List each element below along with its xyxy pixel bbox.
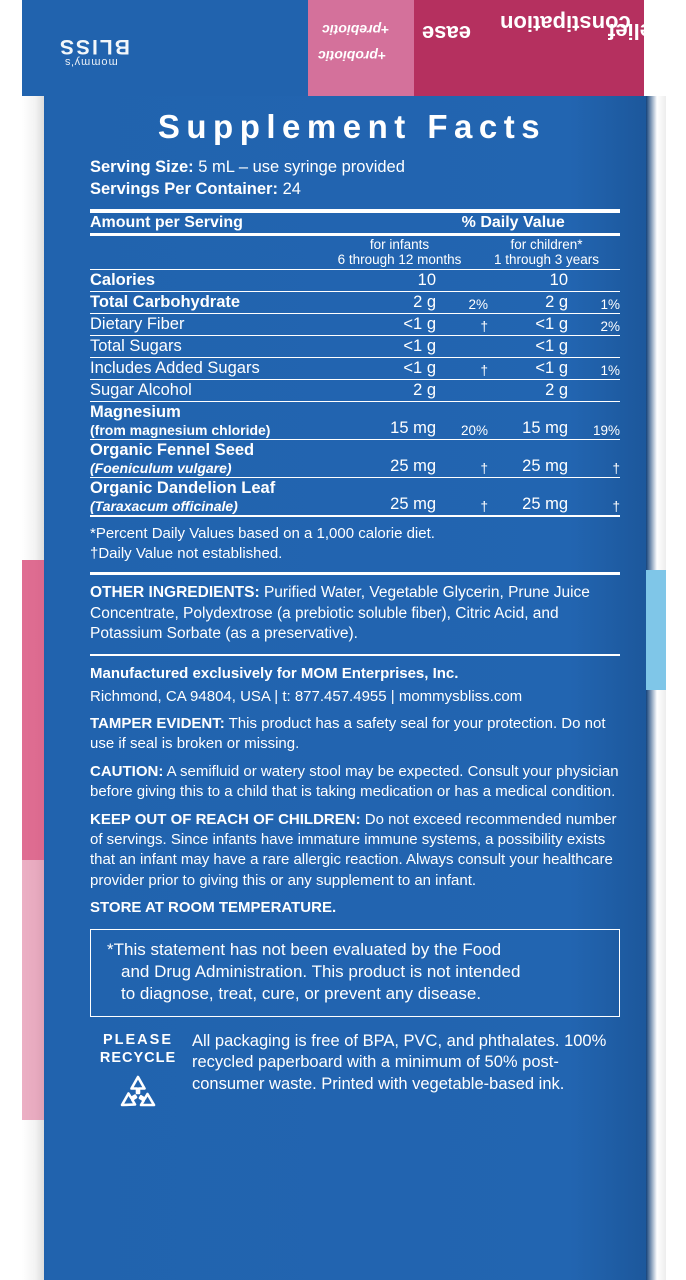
recycle-text: All packaging is free of BPA, PVC, and phthalates. 100% recycled paperboard with a minimum of 50% post-consumer waste. Printed with vegetable-based ink. <box>192 1031 607 1093</box>
disclaimer-line-3: to diagnose, treat, cure, or prevent any disease. <box>121 984 482 1004</box>
servings-per-container-line <box>90 178 620 200</box>
nutrient-name: Total Carbohydrate <box>90 291 358 313</box>
amount-infants: 25 mg <box>390 494 436 513</box>
supplement-facts-table <box>90 213 620 233</box>
flap-segment-white <box>644 0 666 96</box>
disclaimer-line-1: *This statement has not been evaluated by the Food <box>107 939 502 959</box>
recycle-icon <box>90 1073 186 1118</box>
table-row <box>90 313 620 335</box>
footnotes <box>90 524 620 563</box>
divider-under-body <box>90 515 620 518</box>
recycle-label-group <box>90 1031 186 1118</box>
footnote-dagger: †Daily Value not established. <box>90 544 283 562</box>
supplement-facts-subheader <box>90 236 620 269</box>
nutrient-name: Magnesium (from magnesium chloride) <box>90 401 358 439</box>
keepout-text: Do not exceed recommended number of servings. Since infants have immature immune systems, a possibility exists that an infant may have a rare allergic reaction. Always consult your healthcare provider prior to giving this or any supplement to an infant. <box>90 810 617 889</box>
fda-disclaimer <box>90 929 620 1017</box>
dv-infants: † <box>442 313 490 335</box>
amount-children: 2 g <box>490 291 574 313</box>
keepout-label: KEEP OUT OF REACH OF CHILDREN: <box>90 810 361 828</box>
brand-subname: mommy's <box>64 56 118 68</box>
prebiotic-label: +prebiotic <box>322 22 390 38</box>
supplement-facts-panel <box>22 96 666 1118</box>
relief-label: relief <box>608 19 661 44</box>
dv-infants: † <box>480 498 488 514</box>
dv-children <box>574 379 620 401</box>
amount-children: 15 mg <box>490 401 574 439</box>
dv-infants: 20% <box>442 401 490 439</box>
nutrient-subtext: (Foeniculum vulgare) <box>90 459 232 476</box>
table-row <box>90 477 620 515</box>
serving-size-value: 5 mL – use syringe provided <box>198 158 405 176</box>
recycle-please-label: PLEASE <box>102 1031 173 1048</box>
table-row <box>90 357 620 379</box>
dv-children <box>574 270 620 292</box>
caution-text: A semifluid or watery stool may be expected. Consult your physician before giving this to a child that is taking medication or has a medical condition. <box>90 762 619 801</box>
other-ingredients <box>90 583 620 645</box>
table-row <box>90 401 620 439</box>
nutrient-subtext: (from magnesium chloride) <box>90 421 271 438</box>
dv-children: 1% <box>574 357 620 379</box>
col-infants-line1: for infants <box>369 236 430 252</box>
amount-children: <1 g <box>490 357 574 379</box>
nutrient-name: Dietary Fiber <box>90 313 358 335</box>
amount-children: <1 g <box>490 335 574 357</box>
amount-infants: 2 g <box>358 291 442 313</box>
daily-value-header: % Daily Value <box>461 214 565 232</box>
servings-value: 24 <box>282 180 301 199</box>
dv-children: 2% <box>574 313 620 335</box>
other-ingredients-label: OTHER INGREDIENTS: <box>90 583 260 601</box>
nutrient-subtext: (Taraxacum officinale) <box>90 497 238 514</box>
page-title: Supplement Facts <box>157 108 547 145</box>
tamper-evident <box>90 714 620 755</box>
manufactured-line: Manufactured exclusively for MOM Enterprises, Inc. <box>90 665 459 683</box>
amount-infants: <1 g <box>358 335 442 357</box>
caution-label: CAUTION: <box>90 762 164 780</box>
keep-out-of-reach <box>90 810 620 892</box>
col-children-header <box>473 236 620 269</box>
nutrient-name: Sugar Alcohol <box>90 379 358 401</box>
table-header-row <box>90 213 620 233</box>
nutrient-name: Total Sugars <box>90 335 358 357</box>
amount-infants: <1 g <box>358 357 442 379</box>
serving-size-label: Serving Size: <box>90 158 194 176</box>
amount-children: 25 mg <box>522 494 568 513</box>
nutrient-name: Calories <box>90 270 358 292</box>
dv-children <box>574 335 620 357</box>
dv-children: † <box>574 439 620 477</box>
table-subheader-row <box>90 236 620 269</box>
table-row <box>90 335 620 357</box>
store-label: STORE AT ROOM TEMPERATURE. <box>90 899 337 917</box>
amount-per-serving-header: Amount per Serving <box>90 214 243 232</box>
brand-name: BLISS <box>58 35 130 58</box>
recycle-section <box>90 1031 620 1118</box>
caution <box>90 762 620 803</box>
col-infants-line2: 6 through 12 months <box>337 252 462 268</box>
amount-infants: 2 g <box>358 379 442 401</box>
probiotic-label: +probiotic <box>318 48 387 64</box>
dv-children: 1% <box>574 291 620 313</box>
dv-infants <box>442 270 490 292</box>
dv-children: † <box>612 498 620 514</box>
servings-label: Servings Per Container: <box>90 180 278 199</box>
divider-manufacturer <box>90 654 620 657</box>
recycle-recycle-label: RECYCLE <box>99 1050 177 1066</box>
tamper-label: TAMPER EVIDENT: <box>90 715 225 733</box>
table-row <box>90 379 620 401</box>
disclaimer-line-2: and Drug Administration. This product is not intended <box>121 962 521 981</box>
dv-children: 19% <box>574 401 620 439</box>
constipation-label: constipation <box>500 11 631 36</box>
col-children-line1: for children* <box>510 236 583 252</box>
other-ingredients-text: Purified Water, Vegetable Glycerin, Prune Juice Concentrate, Polydextrose (a prebiotic soluble fiber), Citric Acid, and Potassium Sorbate (as a preservative). <box>90 583 590 643</box>
package-top-flap <box>22 0 666 96</box>
dv-infants <box>442 379 490 401</box>
tamper-text: This product has a safety seal for your protection. Do not use if seal is broken or missing. <box>90 715 606 753</box>
divider-other-ingredients <box>90 572 620 575</box>
ease-label: ease <box>422 21 471 46</box>
amount-infants: 15 mg <box>358 401 442 439</box>
col-infants-header <box>326 236 473 269</box>
supplement-facts-body <box>90 270 620 515</box>
serving-size-line <box>90 156 620 178</box>
amount-children: 2 g <box>490 379 574 401</box>
nutrient-name: Includes Added Sugars <box>90 357 358 379</box>
address-line: Richmond, CA 94804, USA | t: 877.457.4955 | mommysbliss.com <box>90 687 523 705</box>
amount-children: <1 g <box>490 313 574 335</box>
dv-infants: 2% <box>442 291 490 313</box>
product-package <box>22 0 666 1280</box>
nutrient-name: Organic Dandelion Leaf (Taraxacum officinale) <box>90 477 358 515</box>
amount-infants: <1 g <box>358 313 442 335</box>
dv-infants: † <box>442 357 490 379</box>
col-children-line2: 1 through 3 years <box>493 252 600 268</box>
table-row <box>90 291 620 313</box>
amount-children: 25 mg <box>490 439 574 477</box>
nutrient-name: Organic Fennel Seed (Foeniculum vulgare) <box>90 439 358 477</box>
amount-children: 10 <box>490 270 574 292</box>
amount-infants: 25 mg <box>358 439 442 477</box>
table-row <box>90 439 620 477</box>
manufacturer-info <box>90 664 620 918</box>
address-line-wrap <box>90 687 620 707</box>
dv-infants: † <box>442 439 490 477</box>
dv-infants <box>442 335 490 357</box>
table-row <box>90 270 620 292</box>
amount-infants: 10 <box>358 270 442 292</box>
footnote-percent-dv: *Percent Daily Values based on a 1,000 calorie diet. <box>90 525 435 543</box>
storage <box>90 898 620 918</box>
